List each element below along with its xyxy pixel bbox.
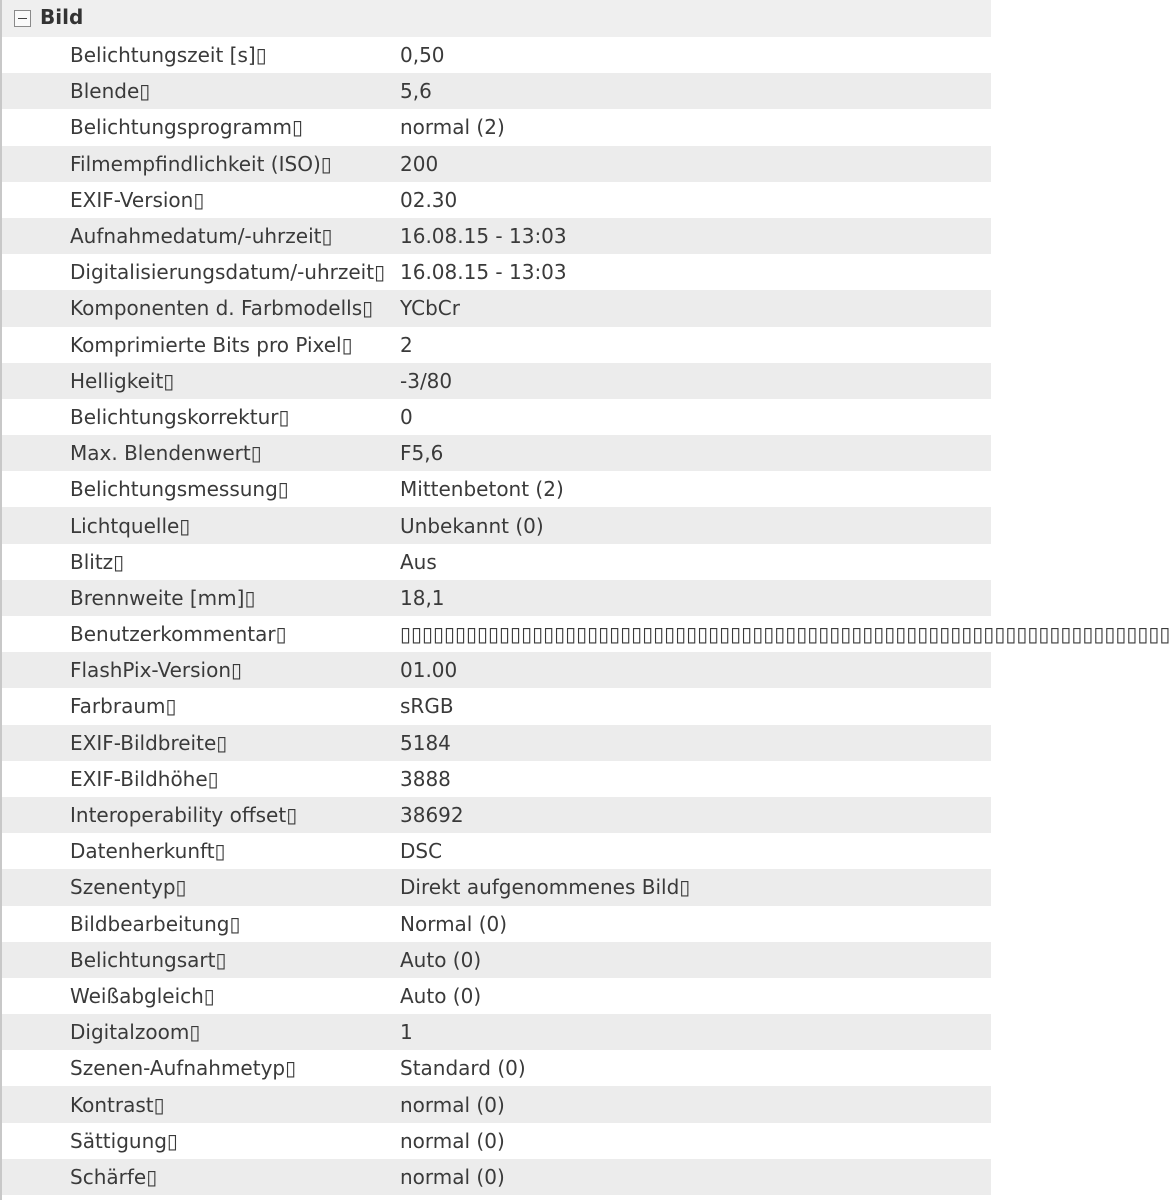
property-key: Helligkeit▯ [70, 368, 175, 393]
property-value: Unbekannt (0) [400, 513, 544, 538]
property-key: Szenentyp▯ [70, 875, 187, 900]
property-row[interactable] [2, 869, 991, 905]
property-row[interactable] [2, 580, 991, 616]
property-value: normal (2) [400, 115, 505, 140]
property-key: Blende▯ [70, 79, 151, 104]
property-row[interactable] [2, 906, 991, 942]
property-key: EXIF-Bildbreite▯ [70, 730, 228, 755]
property-row[interactable] [2, 218, 991, 254]
property-value: Aus [400, 549, 437, 574]
property-key: Belichtungsmessung▯ [70, 477, 289, 502]
property-value: Auto (0) [400, 947, 482, 972]
property-key: Interoperability offset▯ [70, 803, 298, 828]
property-row[interactable] [2, 254, 991, 290]
property-row[interactable] [2, 363, 991, 399]
property-value: 5184 [400, 730, 451, 755]
property-row[interactable] [2, 1050, 991, 1086]
property-value: normal (0) [400, 1092, 505, 1117]
property-row[interactable] [2, 182, 991, 218]
property-row[interactable] [2, 435, 991, 471]
property-value: normal (0) [400, 1128, 505, 1153]
property-key: Szenen-Aufnahmetyp▯ [70, 1056, 297, 1081]
property-key: Bildbearbeitung▯ [70, 911, 241, 936]
property-row[interactable] [2, 725, 991, 761]
property-row[interactable] [2, 1086, 991, 1122]
property-row[interactable] [2, 507, 991, 543]
property-value: DSC [400, 839, 443, 864]
property-row[interactable] [2, 73, 991, 109]
property-value: 200 [400, 151, 439, 176]
property-key: Komponenten d. Farbmodells▯ [70, 296, 374, 321]
property-row[interactable] [2, 797, 991, 833]
group-title: Bild [40, 5, 84, 29]
property-list [2, 37, 1170, 1195]
property-value: YCbCr [400, 296, 460, 321]
property-row[interactable] [2, 652, 991, 688]
property-key: Weißabgleich▯ [70, 983, 215, 1008]
property-value: 3888 [400, 766, 451, 791]
property-value: ▯▯▯▯▯▯▯▯▯▯▯▯▯▯▯▯▯▯▯▯▯▯▯▯▯▯▯▯▯▯▯▯▯▯▯▯▯▯▯▯▯▯▯▯▯▯▯▯▯▯▯▯▯▯▯▯▯▯▯▯▯▯▯▯▯▯▯▯▯▯ [400, 622, 1170, 647]
property-key: Aufnahmedatum/-uhrzeit▯ [70, 224, 333, 249]
property-key: FlashPix-Version▯ [70, 658, 243, 683]
property-value: 18,1 [400, 585, 445, 610]
property-row[interactable] [2, 109, 991, 145]
property-key: Belichtungskorrektur▯ [70, 404, 290, 429]
property-key: Kontrast▯ [70, 1092, 165, 1117]
property-row[interactable] [2, 978, 991, 1014]
property-row[interactable] [2, 471, 991, 507]
property-key: Datenherkunft▯ [70, 839, 226, 864]
property-value: Direkt aufgenommenes Bild▯ [400, 875, 691, 900]
property-key: Lichtquelle▯ [70, 513, 191, 538]
property-value: 38692 [400, 803, 464, 828]
property-value: sRGB [400, 694, 454, 719]
property-key: Belichtungsprogramm▯ [70, 115, 303, 140]
minus-glyph [18, 18, 27, 19]
property-row[interactable] [2, 616, 1170, 652]
property-key: Komprimierte Bits pro Pixel▯ [70, 332, 353, 357]
property-value: 16.08.15 - 13:03 [400, 224, 567, 249]
property-key: Blitz▯ [70, 549, 125, 574]
property-row[interactable] [2, 37, 991, 73]
property-value: 2 [400, 332, 413, 357]
property-key: Digitalzoom▯ [70, 1020, 201, 1045]
property-key: Belichtungsart▯ [70, 947, 227, 972]
property-key: Digitalisierungsdatum/-uhrzeit▯ [70, 260, 386, 285]
minus-collapse-icon[interactable] [14, 10, 31, 27]
property-row[interactable] [2, 1123, 991, 1159]
property-value: Auto (0) [400, 983, 482, 1008]
property-row[interactable] [2, 544, 991, 580]
property-value: 1 [400, 1020, 413, 1045]
property-value: Mittenbetont (2) [400, 477, 564, 502]
property-value: F5,6 [400, 441, 444, 466]
property-row[interactable] [2, 942, 991, 978]
property-key: Filmempfindlichkeit (ISO)▯ [70, 151, 332, 176]
property-value: Normal (0) [400, 911, 508, 936]
property-value: normal (0) [400, 1164, 505, 1189]
property-key: Brennweite [mm]▯ [70, 585, 256, 610]
property-row[interactable] [2, 761, 991, 797]
property-row[interactable] [2, 146, 991, 182]
group-header-bild[interactable] [2, 0, 991, 37]
property-value: 0 [400, 404, 413, 429]
property-key: Belichtungszeit [s]▯ [70, 43, 267, 68]
property-key: Max. Blendenwert▯ [70, 441, 262, 466]
property-row[interactable] [2, 833, 991, 869]
property-row[interactable] [2, 327, 991, 363]
property-value: Standard (0) [400, 1056, 526, 1081]
property-row[interactable] [2, 1159, 991, 1195]
property-row[interactable] [2, 290, 991, 326]
property-key: Schärfe▯ [70, 1164, 158, 1189]
property-value: 02.30 [400, 187, 458, 212]
property-row[interactable] [2, 688, 991, 724]
property-value: -3/80 [400, 368, 453, 393]
property-value: 01.00 [400, 658, 458, 683]
property-key: Benutzerkommentar▯ [70, 622, 287, 647]
property-row[interactable] [2, 1014, 991, 1050]
property-key: EXIF-Version▯ [70, 187, 205, 212]
property-row[interactable] [2, 399, 991, 435]
property-key: Sättigung▯ [70, 1128, 178, 1153]
property-value: 0,50 [400, 43, 445, 68]
property-key: Farbraum▯ [70, 694, 177, 719]
property-value: 5,6 [400, 79, 432, 104]
property-key: EXIF-Bildhöhe▯ [70, 766, 219, 791]
property-value: 16.08.15 - 13:03 [400, 260, 567, 285]
